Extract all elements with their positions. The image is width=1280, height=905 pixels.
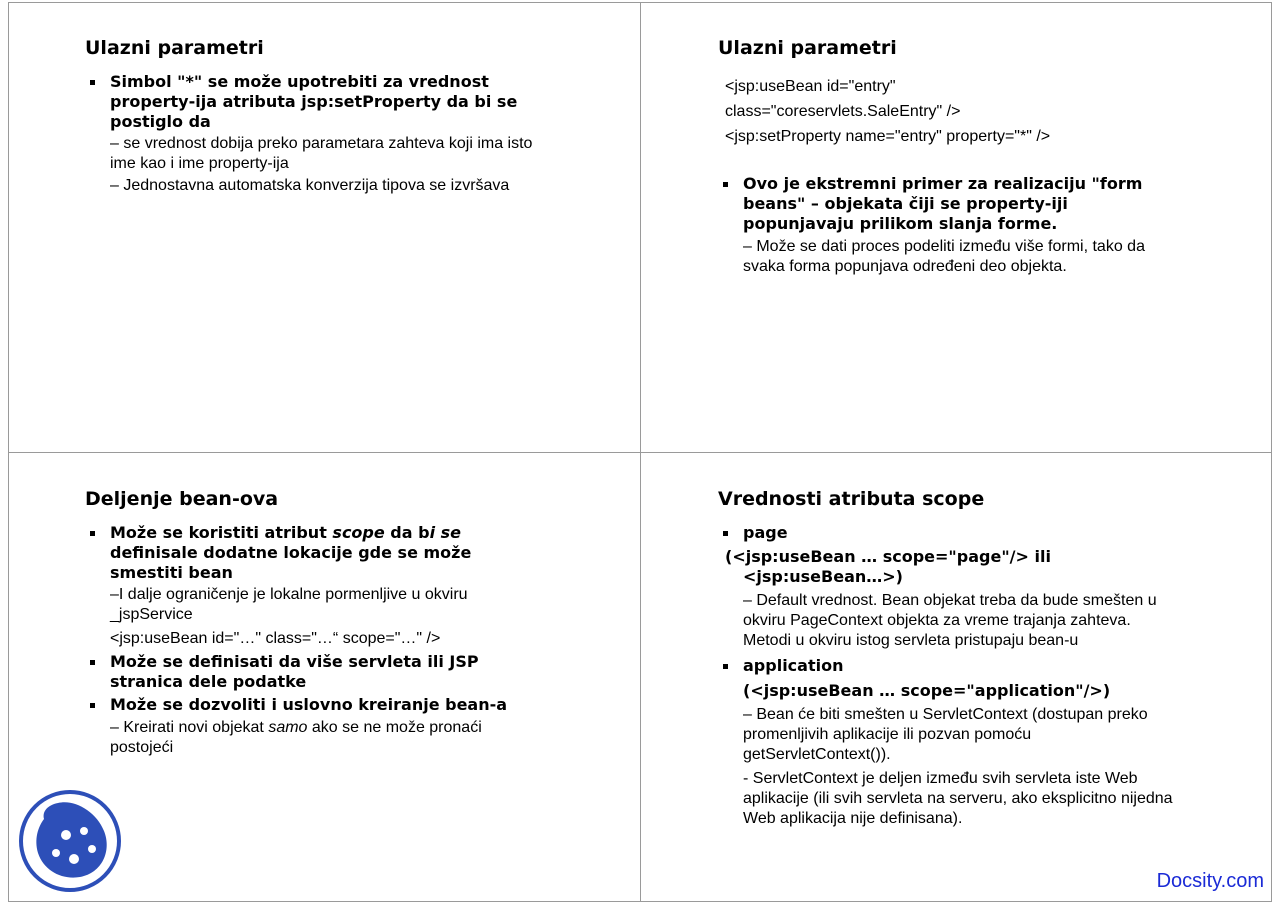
slide-4-sub-2: – Bean će biti smešten u ServletContext (dostupan preko promenljivih aplikacije ili pozvan pomoću getServletContext()).	[743, 706, 1148, 763]
slide-3-bullet-2	[85, 652, 550, 692]
bullet-square-icon	[90, 660, 95, 665]
bullet-square-icon	[723, 531, 728, 536]
slide-1-bullet	[85, 72, 520, 132]
slide-3-bullet-3-text: Može se dozvoliti i uslovno kreiranje bean-a	[110, 695, 508, 714]
slide-3-title: Deljenje bean-ova	[85, 488, 279, 510]
bullet-1-part-a: Može se koristiti atribut	[110, 523, 333, 542]
docsity-logo-icon	[18, 789, 122, 893]
slide-4-bullet-application	[718, 656, 1188, 676]
bullet-1-part-c: da b	[384, 523, 430, 542]
page-syntax-line-2: <jsp:useBean…>)	[743, 567, 903, 586]
slide-3-bullet-1	[85, 523, 540, 583]
slide-4-sub-1: – Default vrednost. Bean objekat treba da bude smešten u okviru PageContext objekta za vreme trajanja zahteva. Metodi u okviru istog servleta pristupaju bean-u	[743, 592, 1157, 649]
slide-3	[85, 487, 545, 758]
slide-3-bullet-3	[85, 695, 550, 715]
bullet-1-part-e: definisale dodatne lokacije gde se može smestiti bean	[110, 543, 472, 582]
code-line-3: <jsp:setProperty name="entry" property="*" />	[725, 128, 1051, 145]
sub-2-samo: samo	[268, 719, 308, 736]
bullet-1-part-d: i se	[429, 523, 462, 542]
bullet-square-icon	[723, 664, 728, 669]
bullet-square-icon	[90, 531, 95, 536]
slide-1-sub-2: – Jednostavna automatska konverzija tipova se izvršava	[110, 177, 510, 194]
slide-4-bullet-page-text: page	[743, 523, 788, 542]
slide-4-application-syntax: (<jsp:useBean … scope="application"/>)	[743, 681, 1111, 700]
slide-2-bullet-text: Ovo je ekstremni primer za realizaciju "form beans" – objekata čiji se property-iji popunjavaju prilikom slanja forme.	[743, 174, 1143, 233]
docsity-brand-link[interactable]: Docsity.com	[1156, 870, 1264, 892]
slide-2	[718, 36, 1188, 277]
slide-1	[85, 36, 545, 196]
sub-2-part-c: ako se ne može pronaći postojeći	[110, 719, 482, 756]
slide-3-sub-1: –I dalje ograničenje je lokalne pormenljive u okviru _jspService	[110, 586, 468, 623]
bullet-1-scope: scope	[332, 523, 385, 542]
bullet-square-icon	[90, 703, 95, 708]
slide-1-sub-1: – se vrednost dobija preko parametara zahteva koji ima isto ime kao i ime property-ija	[110, 135, 533, 172]
slide-2-bullet	[718, 174, 1183, 234]
bullet-square-icon	[723, 182, 728, 187]
slide-1-title: Ulazni parametri	[85, 37, 264, 59]
slide-2-code	[725, 74, 1188, 149]
slide-2-sub: – Može se dati proces podeliti između više formi, tako da svaka forma popunjava određeni deo objekta.	[743, 238, 1145, 275]
slide-1-bullet-text: Simbol "*" se može upotrebiti za vrednost property-ija atributa jsp:setProperty da bi se postiglo da	[110, 72, 518, 131]
slide-4-title: Vrednosti atributa scope	[718, 488, 985, 510]
slide-4-sub-3: - ServletContext je deljen između svih servleta iste Web aplikacije (ili svih servleta na serveru, ako eksplicitno nijedna Web aplikacija nije definisana).	[743, 770, 1173, 827]
slide-4-bullet-page	[718, 523, 1188, 543]
slide-4-page-syntax	[718, 547, 1188, 587]
slide-4-bullet-application-text: application	[743, 656, 844, 675]
page-syntax-line-1: (<jsp:useBean … scope="page"/> ili	[725, 547, 1051, 566]
code-line-1: <jsp:useBean id="entry"	[725, 78, 896, 95]
horizontal-divider	[8, 452, 1272, 453]
slide-3-code: <jsp:useBean id="…" class="…“ scope="…" />	[110, 630, 441, 647]
slide-2-title: Ulazni parametri	[718, 37, 897, 59]
sub-2-part-a: – Kreirati novi objekat	[110, 719, 269, 736]
code-line-2: class="coreservlets.SaleEntry" />	[725, 103, 961, 120]
bullet-square-icon	[90, 80, 95, 85]
slide-3-sub-2	[110, 718, 530, 758]
slide-3-bullet-2-text: Može se definisati da više servleta ili JSP stranica dele podatke	[110, 652, 479, 691]
slide-4	[718, 487, 1188, 829]
